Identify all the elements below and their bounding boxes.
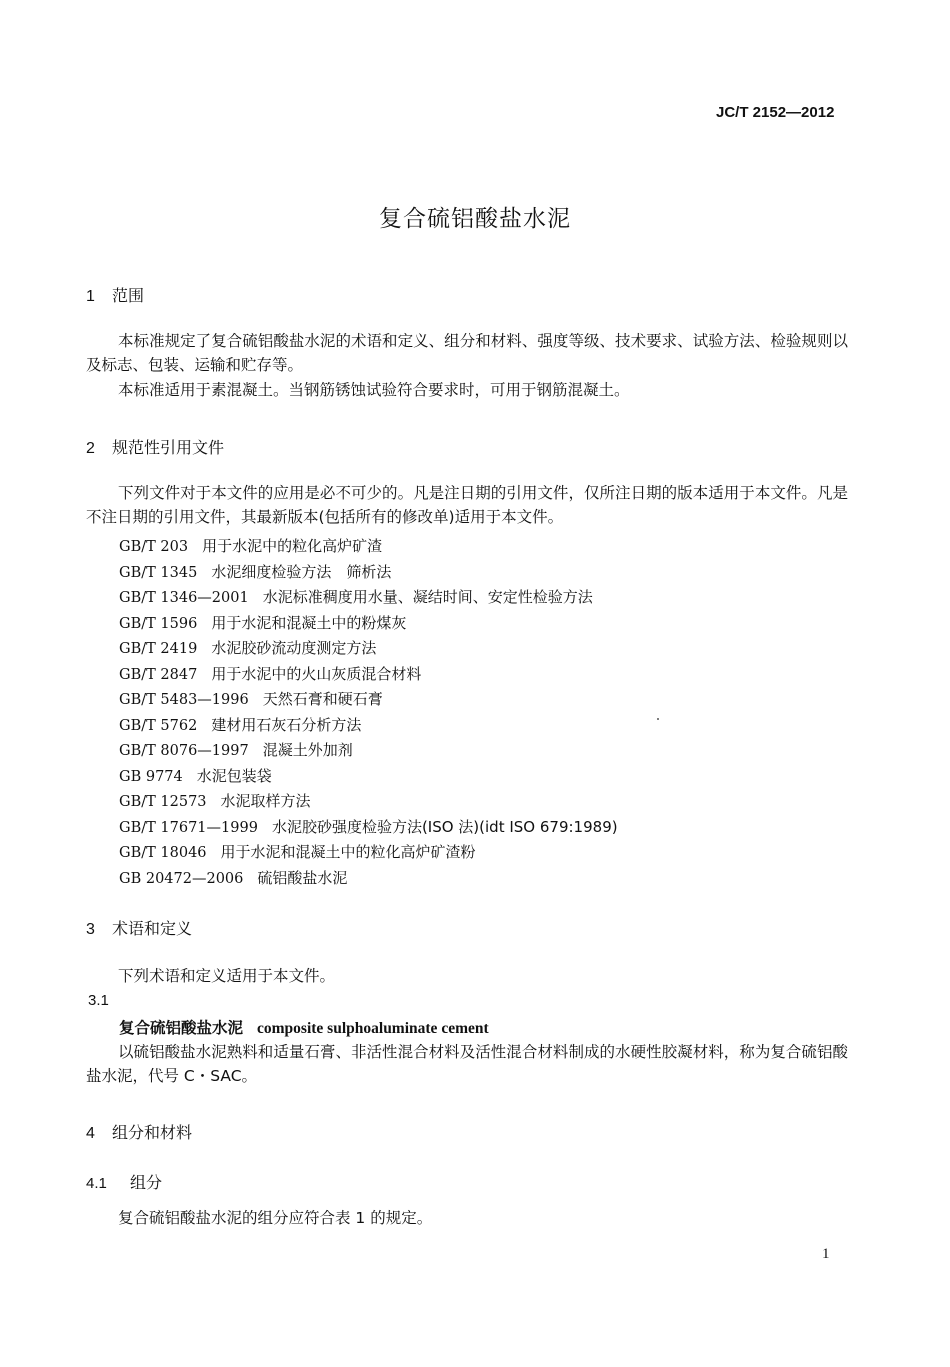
reference-item: [119, 560, 618, 586]
section-3-paragraph-1: 下列术语和定义适用于本文件。: [118, 967, 336, 985]
term-definition: 以硫铝酸盐水泥熟料和适量石膏、非活性混合材料及活性混合材料制成的水硬性胶凝材料，称为复合硫铝酸盐水泥，代号 C・SAC。: [86, 1043, 848, 1085]
reference-item: [119, 687, 618, 713]
term-entry: [119, 1016, 489, 1038]
reference-item: [119, 662, 618, 688]
section-2-heading: [86, 435, 224, 458]
section-1-paragraph-2: 本标准适用于素混凝土。当钢筋锈蚀试验符合要求时，可用于钢筋混凝土。: [118, 381, 630, 399]
reference-code: GB/T 5483—1996: [119, 692, 249, 708]
reference-code: GB/T 18046: [119, 845, 207, 861]
subsection-number: 4.1: [86, 1175, 107, 1192]
reference-name: 水泥标准稠度用水量、凝结时间、安定性检验方法: [262, 588, 593, 606]
section-number: 2: [86, 440, 95, 457]
reference-name: 用于水泥和混凝土中的粉煤灰: [211, 613, 407, 632]
section-number: 4: [86, 1125, 95, 1142]
normative-reference-list: [119, 534, 618, 891]
reference-name: 用于水泥和混凝土中的粒化高炉矿渣粉: [220, 843, 476, 861]
subsection-title: 组分: [130, 1173, 163, 1192]
reference-code: GB/T 12573: [119, 794, 207, 810]
reference-code: GB/T 8076—1997: [119, 743, 249, 759]
reference-item: [119, 764, 618, 790]
reference-item: [119, 636, 618, 662]
reference-code: GB/T 2847: [119, 666, 198, 683]
reference-name: 混凝土外加剂: [262, 741, 353, 759]
section-number: 1: [86, 288, 95, 305]
reference-code: GB/T 1345: [119, 564, 198, 581]
reference-name: 建材用石灰石分析方法: [211, 715, 362, 734]
reference-code: GB/T 5762: [119, 717, 198, 734]
reference-name: 水泥胶砂流动度测定方法: [211, 639, 377, 657]
reference-name: 用于水泥中的火山灰质混合材料: [211, 664, 422, 683]
term-english: composite sulphoaluminate cement: [257, 1020, 489, 1037]
section-4-paragraph-1: 复合硫铝酸盐水泥的组分应符合表 1 的规定。: [118, 1209, 433, 1227]
page-number: 1: [822, 1246, 830, 1262]
section-title: 范围: [112, 286, 145, 305]
reference-item: [119, 815, 618, 841]
reference-code: GB/T 203: [119, 539, 189, 555]
reference-item: [119, 585, 618, 611]
reference-code: GB/T 17671—1999: [119, 819, 258, 836]
reference-item: [119, 713, 618, 739]
subsection-4-1-heading: [86, 1170, 162, 1193]
standard-number: JC/T 2152—2012: [716, 104, 835, 121]
section-title: 组分和材料: [112, 1123, 193, 1142]
section-title: 规范性引用文件: [112, 438, 225, 457]
reference-item: [119, 789, 618, 815]
reference-item: [119, 611, 618, 637]
term-chinese: 复合硫铝酸盐水泥: [119, 1019, 244, 1037]
reference-name: 水泥包装袋: [196, 766, 272, 785]
reference-item: [119, 866, 618, 892]
reference-code: GB/T 2419: [119, 641, 198, 657]
section-1-heading: [86, 283, 144, 306]
reference-name: 用于水泥中的粒化高炉矿渣: [202, 537, 383, 555]
reference-code: GB/T 1346—2001: [119, 590, 249, 606]
reference-item: [119, 840, 618, 866]
reference-name: 天然石膏和硬石膏: [262, 690, 383, 708]
subsection-number: 3.1: [88, 992, 109, 1009]
document-title: 复合硫铝酸盐水泥: [379, 206, 571, 232]
reference-name: 水泥取样方法: [220, 792, 311, 810]
scan-speck: [657, 718, 659, 720]
reference-name: 水泥胶砂强度检验方法(ISO 法)(idt ISO 679:1989): [271, 817, 618, 836]
reference-name: 硫铝酸盐水泥: [257, 868, 348, 887]
reference-code: GB 20472—2006: [119, 870, 244, 887]
section-title: 术语和定义: [112, 919, 193, 938]
section-1-paragraph-1: 本标准规定了复合硫铝酸盐水泥的术语和定义、组分和材料、强度等级、技术要求、试验方法、检验规则以及标志、包装、运输和贮存等。: [86, 332, 848, 374]
section-3-heading: [86, 916, 192, 939]
reference-code: GB 9774: [119, 768, 183, 785]
reference-item: [119, 738, 618, 764]
section-number: 3: [86, 921, 95, 938]
reference-name: 水泥细度检验方法 筛析法: [211, 562, 392, 581]
reference-code: GB/T 1596: [119, 615, 198, 632]
reference-item: [119, 534, 618, 560]
section-4-heading: [86, 1120, 192, 1143]
section-2-paragraph-1: 下列文件对于本文件的应用是必不可少的。凡是注日期的引用文件，仅所注日期的版本适用于本文件。凡是不注日期的引用文件，其最新版本(包括所有的修改单)适用于本文件。: [86, 484, 848, 526]
